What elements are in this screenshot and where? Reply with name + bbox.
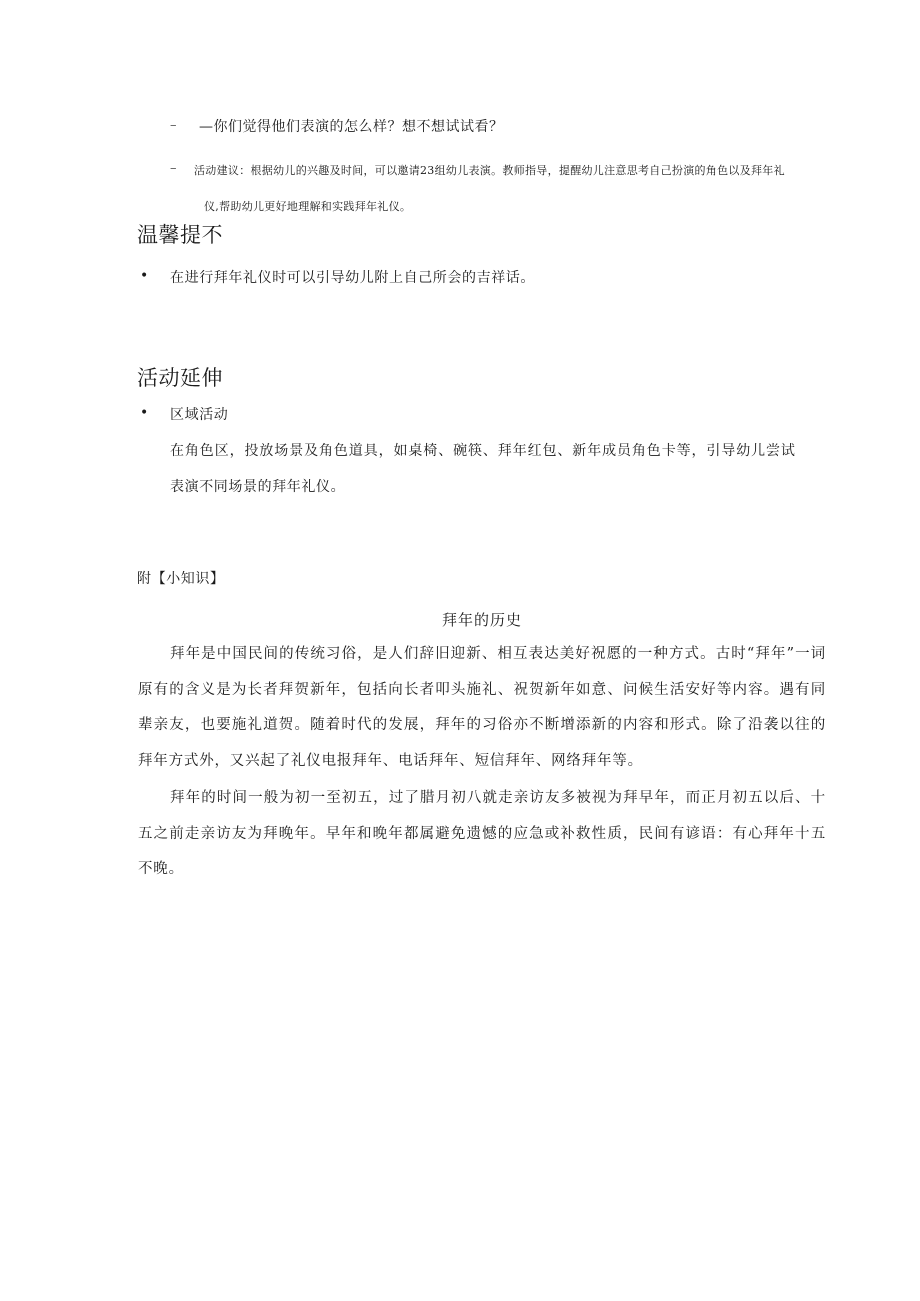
tips-heading: 温馨提不 (137, 223, 223, 247)
dash-marker: – (170, 118, 177, 133)
activity-suggestion-line: 活动建议：根据幼儿的兴趣及时间，可以邀请23组幼儿表演。教师指导，提醒幼儿注意思考自己扮演的角色以及拜年礼 (194, 164, 785, 177)
area-activity-text: 表演不同场景的拜年礼仪。 (170, 479, 346, 495)
article-paragraph: 拜年的时间一般为初一至初五，过了腊月初八就走亲访友多被视为拜早年，而正月初五以后、十五之前走亲访友为拜晚年。早年和晚年都属避免遗憾的应急或补救性质，民间有谚语：有心拜年十五不晚。 (138, 790, 826, 877)
question-line: —你们觉得他们表演的怎么样？想不想试试看？ (199, 119, 504, 135)
area-activity-text: 在角色区，投放场景及角色道具，如桌椅、碗筷、拜年红包、新年成员角色卡等，引导幼儿尝试 (170, 443, 796, 459)
bullet-icon: • (140, 268, 149, 284)
tips-text: 在进行拜年礼仪时可以引导幼儿附上自己所会的吉祥话。 (170, 270, 535, 286)
activity-suggestion-line: 仪,帮助幼儿更好地理解和实践拜年礼仪。 (204, 200, 412, 213)
area-activity-title: 区域活动 (170, 407, 229, 423)
article-title: 拜年的历史 (442, 611, 523, 629)
dash-marker: – (170, 161, 177, 176)
appendix-label: 附【小知识】 (137, 571, 225, 587)
article-paragraph: 拜年是中国民间的传统习俗，是人们辞旧迎新、相互表达美好祝愿的一种方式。古时“拜年”一词原有的含义是为长者拜贺新年，包括向长者叩头施礼、祝贺新年如意、问候生活安好等内容。遇有同辈亲友，也要施礼道贺。随着时代的发展，拜年的习俗亦不断增添新的内容和形式。除了沿袭以往的拜年方式外，又兴起了礼仪电报拜年、电话拜年、短信拜年、网络拜年等。 (138, 646, 826, 769)
bullet-icon: • (140, 405, 149, 421)
extension-heading: 活动延伸 (137, 366, 223, 390)
